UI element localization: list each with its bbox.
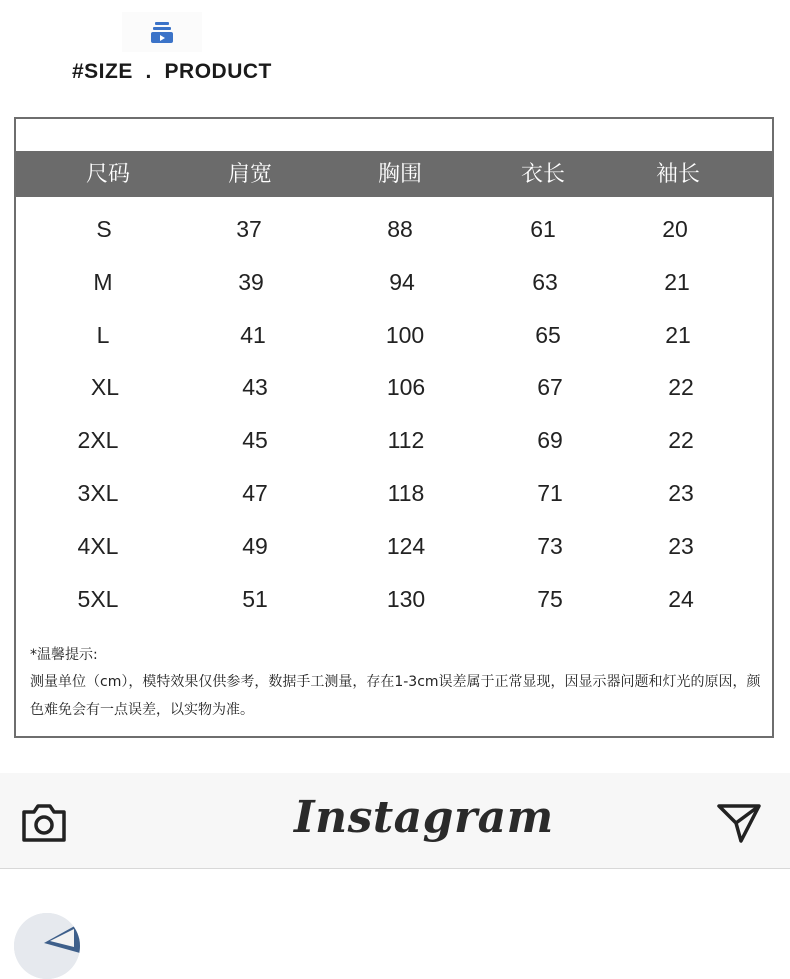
table-row (16, 361, 772, 413)
table-cell: M (93, 269, 113, 295)
table-cell: 73 (537, 533, 563, 559)
size-chart (14, 117, 774, 738)
note-body: 测量单位（cm），模特效果仅供参考，数据手工测量，存在1-3cm误差属于正常显现，因显示器问题和灯光的原因，颜色难免会有一点误差，以实物为准。 (30, 674, 761, 718)
table-cell: 23 (668, 480, 694, 506)
table-row (16, 520, 772, 572)
table-cell: 100 (385, 322, 425, 348)
table-row (16, 467, 772, 519)
divider (0, 868, 790, 869)
table-cell: 4XL (77, 533, 119, 559)
table-cell: 21 (665, 322, 691, 348)
table-cell: 24 (668, 586, 694, 612)
table-cell: 124 (386, 533, 426, 559)
table-cell: XL (90, 374, 120, 400)
table-cell: 51 (242, 586, 268, 612)
table-row (16, 414, 772, 466)
table-cell: 106 (386, 374, 426, 400)
table-row (16, 573, 772, 625)
table-cell: 49 (242, 533, 268, 559)
table-cell: 69 (537, 427, 563, 453)
store-video-icon (149, 19, 175, 45)
table-header (16, 151, 772, 197)
table-cell: 5XL (77, 586, 119, 612)
table-cell: 130 (386, 586, 426, 612)
table-cell: 45 (242, 427, 268, 453)
table-cell: 39 (238, 269, 264, 295)
table-cell: S (96, 216, 112, 242)
table-cell: L (96, 322, 110, 348)
send-icon[interactable] (716, 802, 762, 844)
table-cell: 20 (662, 216, 688, 242)
column-header-shoulder: 肩宽 (227, 161, 273, 186)
table-row (16, 309, 772, 361)
table-cell: 22 (668, 427, 694, 453)
table-row (16, 256, 772, 308)
note-title: *温馨提示: (30, 647, 98, 663)
table-cell: 112 (387, 427, 425, 453)
table-cell: 65 (535, 322, 561, 348)
table-cell: 71 (537, 480, 563, 506)
table-cell: 88 (387, 216, 413, 242)
table-cell: 23 (668, 533, 694, 559)
page-title: #SIZE . PRODUCT (72, 60, 272, 83)
table-cell: 3XL (77, 480, 119, 506)
column-header-sleeve: 袖长 (655, 161, 701, 186)
column-header-size: 尺码 (85, 161, 131, 186)
table-cell: 21 (664, 269, 690, 295)
column-header-chest: 胸围 (377, 161, 423, 186)
table-cell: 2XL (77, 427, 119, 453)
table-cell: 118 (387, 480, 425, 506)
column-header-length: 衣长 (520, 161, 566, 186)
table-cell: 47 (242, 480, 268, 506)
avatar[interactable] (14, 913, 80, 979)
brand-logo (122, 12, 202, 52)
table-cell: 37 (236, 216, 262, 242)
camera-icon[interactable] (20, 800, 68, 844)
table-cell: 63 (532, 269, 558, 295)
table-row (16, 203, 772, 255)
table-cell: 94 (389, 269, 415, 295)
table-cell: 61 (530, 216, 556, 242)
table-cell: 75 (537, 586, 563, 612)
table-cell: 67 (537, 374, 563, 400)
table-cell: 43 (242, 374, 268, 400)
table-cell: 22 (668, 374, 694, 400)
instagram-logo: Instagram (294, 792, 554, 843)
table-cell: 41 (240, 322, 266, 348)
